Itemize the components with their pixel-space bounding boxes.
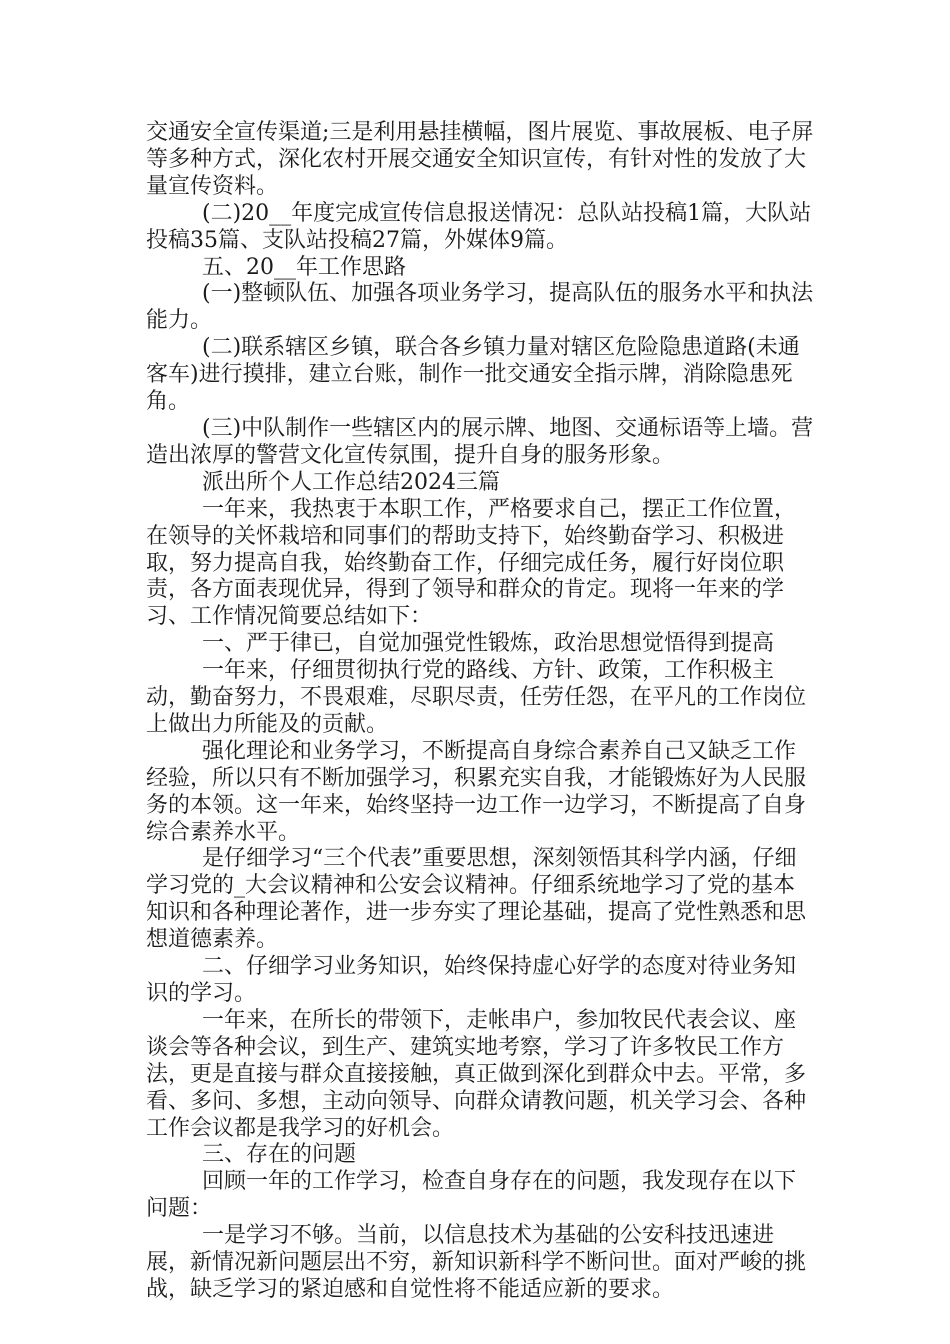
paragraph: 是仔细学习“三个代表”重要思想，深刻领悟其科学内涵，仔细学习党的_大会议精神和公安会议精神。仔细系统地学习了党的基本知识和各种理论著作，进一步夯实了理论基础，提高了党性熟悉和思想道德素养。 [146,846,807,953]
section-heading: 一、严于律已，自觉加强党性锻炼，政治思想觉悟得到提高 [202,631,775,657]
document-body [146,120,816,1304]
paragraph: 交通安全宣传渠道;三是利用悬挂横幅，图片展览、事故展板、电子屏等多种方式，深化农村开展交通安全知识宣传，有针对性的发放了大量宣传资料。 [146,120,814,199]
paragraph: 一年来，仔细贯彻执行党的路线、方针、政策，工作积极主动，勤奋努力，不畏艰难，尽职尽责，任劳任怨，在平凡的工作岗位上做出力所能及的贡献。 [146,658,807,737]
paragraph: (二)20__年度完成宣传信息报送情况：总队站投稿1篇，大队站投稿35篇、支队站投稿27篇，外媒体9篇。 [146,200,812,253]
paragraph: (二)联系辖区乡镇，联合各乡镇力量对辖区危险隐患道路(未通客车)进行摸排，建立台账，制作一批交通安全指示牌，消除隐患死角。 [146,335,800,415]
document-title: 派出所个人工作总结2024三篇 [202,469,500,495]
paragraph: 强化理论和业务学习，不断提高自身综合素养自己又缺乏工作经验，所以只有不断加强学习，积累充实自我，才能锻炼好为人民服务的本领。这一年来，始终坚持一边工作一边学习，不断提高了自身综合素养水平。 [146,738,807,845]
paragraph: (一)整顿队伍、加强各项业务学习，提高队伍的服务水平和执法能力。 [146,281,814,334]
section-heading: 五、20__年工作思路 [202,254,406,280]
paragraph: (三)中队制作一些辖区内的展示牌、地图、交通标语等上墙。营造出浓厚的警营文化宣传氛围，提升自身的服务形象。 [146,415,814,468]
paragraph: 回顾一年的工作学习，检查自身存在的问题，我发现存在以下问题： [146,1169,797,1222]
paragraph: 一年来，在所长的带领下，走帐串户，参加牧民代表会议、座谈会等各种会议，到生产、建筑实地考察，学习了许多牧民工作方法，更是直接与群众直接接触，真正做到深化到群众中去。平常，多看、多问、多想，主动向领导、向群众请教问题，机关学习会、各种工作会议都是我学习的好机会。 [146,1007,807,1141]
section-heading: 三、存在的问题 [202,1142,357,1168]
paragraph: 一是学习不够。当前，以信息技术为基础的公安科技迅速进展，新情况新问题层出不穷，新知识新科学不断问世。面对严峻的挑战，缺乏学习的紧迫感和自觉性将不能适应新的要求。 [146,1223,807,1302]
paragraph: 一年来，我热衷于本职工作，严格要求自己，摆正工作位置，在领导的关怀栽培和同事们的帮助支持下，始终勤奋学习、积极进取，努力提高自我，始终勤奋工作，仔细完成任务，履行好岗位职责，各方面表现优异，得到了领导和群众的肯定。现将一年来的学习、工作情况简要总结如下： [146,496,797,630]
section-heading: 二、仔细学习业务知识，始终保持虚心好学的态度对待业务知识的学习。 [146,954,797,1006]
